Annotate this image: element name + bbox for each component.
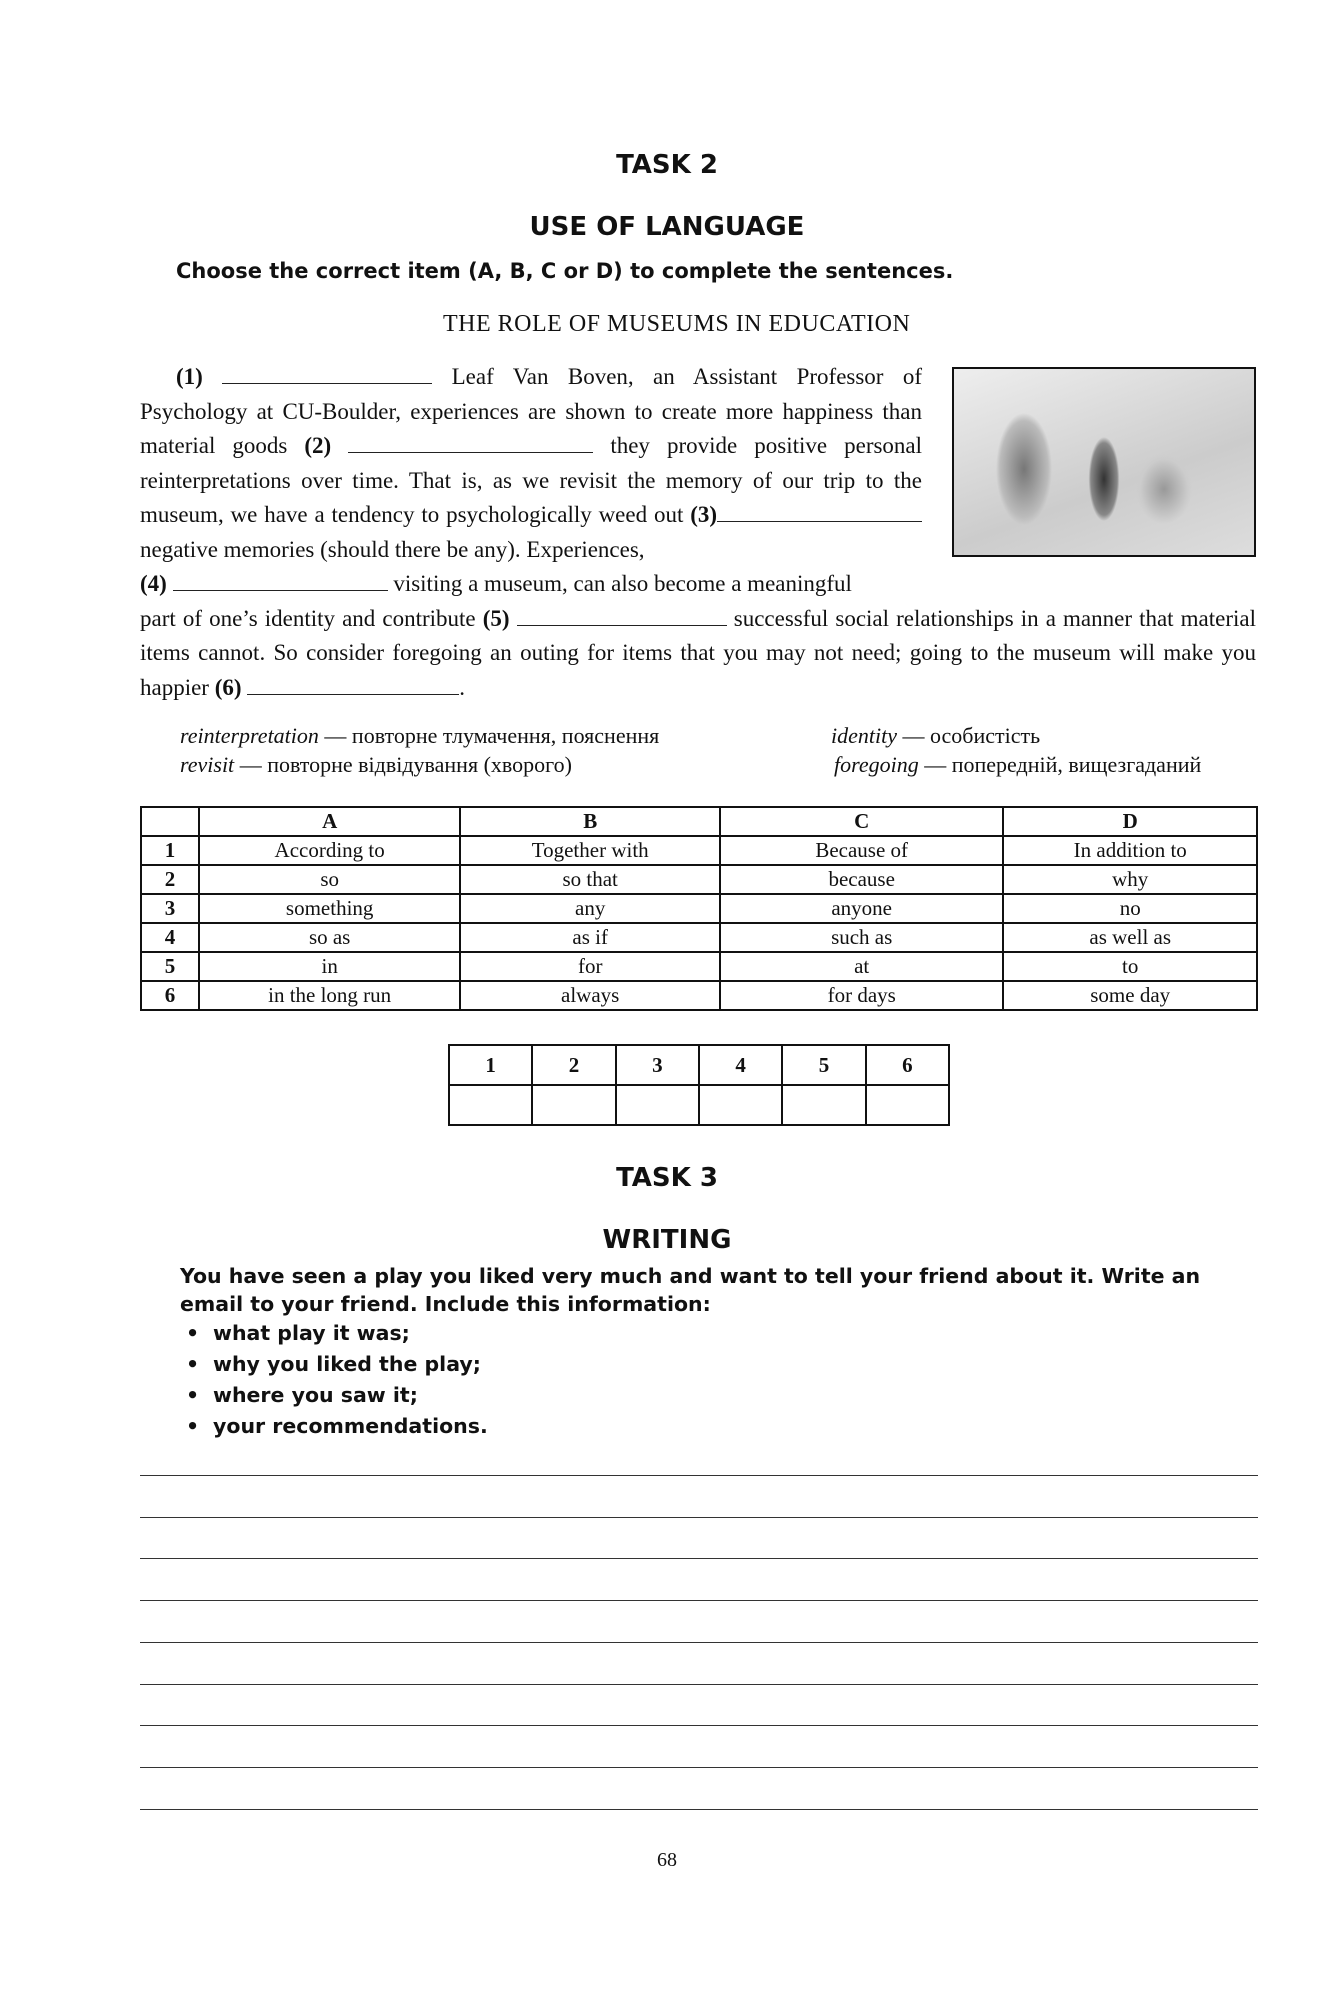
answer-input-cell[interactable]: [699, 1085, 782, 1125]
option-cell: D: [1003, 807, 1257, 836]
answer-input-cell[interactable]: [449, 1085, 532, 1125]
row-number: 5: [141, 952, 199, 981]
glossary-item: [180, 723, 659, 749]
glossary-item: [834, 752, 1201, 778]
answer-number: 1: [449, 1045, 532, 1085]
writing-line[interactable]: [140, 1475, 1258, 1476]
passage: [140, 360, 1256, 705]
option-cell: because: [720, 865, 1003, 894]
option-cell: any: [460, 894, 720, 923]
gap-number-1: (1): [176, 364, 203, 389]
row-number: 6: [141, 981, 199, 1010]
option-cell: to: [1003, 952, 1257, 981]
row-number: 1: [141, 836, 199, 865]
option-cell: for: [460, 952, 720, 981]
option-cell: so that: [460, 865, 720, 894]
gap-4-blank: [173, 572, 388, 591]
row-number: 4: [141, 923, 199, 952]
passage-text: part of one’s identity and contribute: [140, 605, 476, 631]
writing-line[interactable]: [140, 1600, 1258, 1601]
option-cell: in the long run: [199, 981, 461, 1010]
section-title-use-of-language: USE OF LANGUAGE: [529, 212, 805, 242]
answer-input-cell[interactable]: [532, 1085, 615, 1125]
option-cell: In addition to: [1003, 836, 1257, 865]
glossary-definition: — особистість: [896, 723, 1041, 748]
glossary-definition: — повторне відвідування (хворого): [234, 752, 572, 777]
writing-bullets: [180, 1318, 1260, 1442]
writing-line[interactable]: [140, 1684, 1258, 1685]
gap-3-blank: [717, 503, 922, 522]
task2-heading: TASK 2: [616, 150, 718, 180]
writing-line[interactable]: [140, 1517, 1258, 1518]
bullet-item: • where you saw it;: [180, 1380, 1260, 1411]
passage-text: negative memories (should there be any). Experiences,: [140, 536, 645, 562]
option-cell: always: [460, 981, 720, 1010]
writing-line[interactable]: [140, 1725, 1258, 1726]
gap-6-blank: [247, 676, 459, 695]
writing-prompt: [180, 1262, 1260, 1442]
option-cell: so as: [199, 923, 461, 952]
section-title-writing: WRITING: [602, 1225, 732, 1255]
gap-number-3: (3): [690, 502, 718, 527]
option-cell: some day: [1003, 981, 1257, 1010]
answer-grid-header: [449, 1045, 949, 1085]
bullet-item: • what play it was;: [180, 1318, 1260, 1349]
answer-grid-row: [449, 1085, 949, 1125]
glossary-item: [831, 723, 1040, 749]
option-cell: as if: [460, 923, 720, 952]
passage-text: they provide positive personal reinterpretations over time. That is, as we revisit the memory of our trip to the museum, we have a tendency to psychologically weed out: [140, 433, 923, 527]
option-cell: at: [720, 952, 1003, 981]
option-cell: A: [199, 807, 461, 836]
option-cell: Because of: [720, 836, 1003, 865]
bullet-item: • why you liked the play;: [180, 1349, 1260, 1380]
writing-instruction: You have seen a play you liked very much and want to tell your friend about it. Write an email to your friend. Include this information:: [180, 1264, 1201, 1316]
glossary-term: foregoing: [834, 752, 919, 777]
writing-line[interactable]: [140, 1809, 1258, 1810]
row-number: [141, 807, 199, 836]
option-cell: why: [1003, 865, 1257, 894]
option-cell: as well as: [1003, 923, 1257, 952]
passage-text: Leaf Van Boven, an Assistant Professor of Psychology at CU-Boulder, experiences are shown to create more happiness than material goods: [140, 364, 923, 458]
glossary-definition: — попередній, вищезгаданий: [918, 752, 1202, 777]
answer-grid: [448, 1044, 950, 1126]
answer-input-cell[interactable]: [866, 1085, 949, 1125]
option-cell: so: [199, 865, 461, 894]
gap-number-5: (5): [482, 605, 510, 631]
table-row: [141, 952, 1257, 981]
table-row: [141, 865, 1257, 894]
table-row: [141, 836, 1257, 865]
answer-number: 6: [866, 1045, 949, 1085]
answer-number: 5: [782, 1045, 865, 1085]
option-cell: Together with: [460, 836, 720, 865]
answer-number: 4: [699, 1045, 782, 1085]
passage-text: visiting a museum, can also become a meaningful: [393, 571, 852, 596]
table-row: [141, 923, 1257, 952]
gap-5-blank: [517, 607, 727, 626]
passage-text: successful social relationships in a manner that material items cannot. So consider foregoing an outing for items that you may not need; going to the museum will make you happier: [140, 605, 1256, 700]
glossary-item: [180, 752, 572, 778]
bullet-item: • your recommendations.: [180, 1411, 1260, 1442]
row-number: 3: [141, 894, 199, 923]
option-cell: no: [1003, 894, 1257, 923]
glossary-definition: — повторне тлумачення, пояснення: [318, 723, 660, 748]
option-cell: in: [199, 952, 461, 981]
answer-number: 3: [616, 1045, 699, 1085]
option-cell: B: [460, 807, 720, 836]
table-header-row: [141, 807, 1257, 836]
text-title: THE ROLE OF MUSEUMS IN EDUCATION: [443, 311, 911, 337]
option-cell: for days: [720, 981, 1003, 1010]
writing-line[interactable]: [140, 1642, 1258, 1643]
gap-2-blank: [348, 434, 593, 453]
task2-instruction: Choose the correct item (A, B, C or D) to complete the sentences.: [176, 259, 954, 283]
row-number: 2: [141, 865, 199, 894]
option-cell: such as: [720, 923, 1003, 952]
answer-input-cell[interactable]: [782, 1085, 865, 1125]
glossary-term: reinterpretation: [180, 723, 319, 748]
writing-line[interactable]: [140, 1558, 1258, 1559]
answer-input-cell[interactable]: [616, 1085, 699, 1125]
option-cell: C: [720, 807, 1003, 836]
option-cell: According to: [199, 836, 461, 865]
option-cell: something: [199, 894, 461, 923]
passage-text: .: [459, 674, 466, 700]
table-row: [141, 981, 1257, 1010]
glossary-term: identity: [831, 723, 897, 748]
gap-number-4: (4): [140, 571, 167, 596]
table-row: [141, 894, 1257, 923]
page-number: 68: [657, 1849, 677, 1871]
options-table: [140, 806, 1258, 1011]
writing-line[interactable]: [140, 1767, 1258, 1768]
task3-heading: TASK 3: [616, 1163, 718, 1193]
gap-number-2: (2): [304, 433, 332, 458]
option-cell: anyone: [720, 894, 1003, 923]
gap-1-blank: [222, 365, 432, 384]
answer-number: 2: [532, 1045, 615, 1085]
glossary-term: revisit: [180, 752, 235, 777]
gap-number-6: (6): [214, 674, 242, 700]
